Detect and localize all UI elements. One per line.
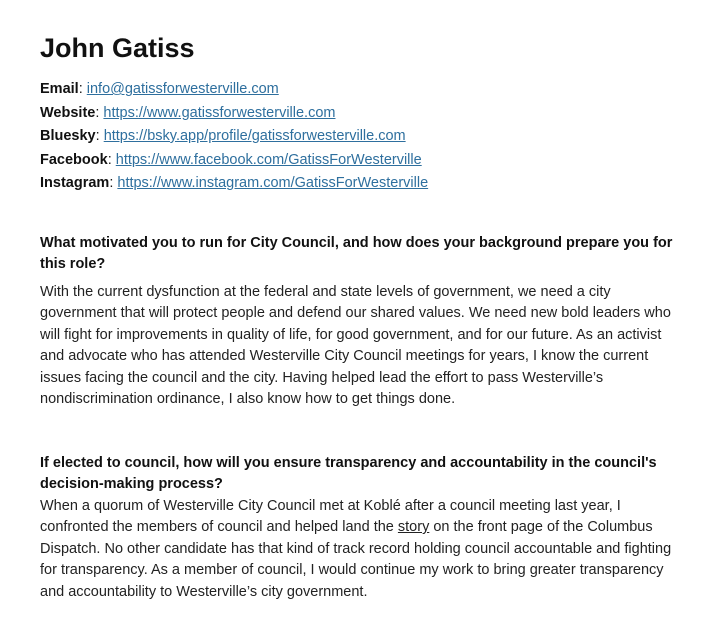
contact-facebook-link[interactable]: https://www.facebook.com/GatissForWesterville [115,151,422,168]
contact-email-label: Email [40,81,79,97]
contact-instagram-separator: : [109,175,118,191]
contact-instagram-row [40,172,680,196]
question-motivation: What motivated you to run for City Council, and how does your background prepare you for this role? [40,234,673,272]
contact-email-link[interactable]: info@gatissforwesterville.com [86,81,279,97]
contact-facebook-row [40,149,680,173]
contact-instagram-label: Instagram [40,175,110,191]
contact-website-separator: : [95,104,104,121]
contact-website-link[interactable]: https://www.gatissforwesterville.com [103,104,336,121]
contact-facebook-label: Facebook [40,151,108,168]
question-transparency: If elected to council, how will you ensure transparency and accountability in the council's decision-making process? [40,454,657,492]
contact-email-separator: : [78,81,87,97]
contact-facebook-separator: : [107,151,116,168]
candidate-profile [40,30,680,603]
contact-bluesky-row [40,125,680,149]
contact-bluesky-label: Bluesky [40,128,96,144]
contact-bluesky-separator: : [95,128,104,144]
contact-website-row [40,102,680,126]
story-link[interactable]: story [397,519,430,535]
candidate-name: John Gatiss [40,33,195,63]
contact-email-row [40,78,680,102]
contact-instagram-link[interactable]: https://www.instagram.com/GatissForWesterville [117,175,429,191]
contact-website-label: Website [40,104,96,121]
contact-list [40,78,680,196]
answer-transparency-text-start: When a quorum of Westerville City Council met at Koblé after a council meeting last year, I confronted the members of council and helped land the [40,497,621,535]
contact-bluesky-link[interactable]: https://bsky.app/profile/gatissforwesterville.com [103,128,406,144]
answer-transparency-text-end: on the front page of the Columbus Dispatch. No other candidate has that kind of track record holding council accountable and fighting for transparency. As a member of council, I would continue my work to bring greater transparency and accountability to Westerville’s city government. [40,519,672,600]
answer-motivation: With the current dysfunction at the federal and state levels of government, we need a city government that will protect people and defend our shared values. We need new bold leaders who will fight for improvements in quality of life, for good government, and for our future. As an activist and advocate who has attended Westerville City Council meetings for years, I know the current issues facing the council and the city. Having helped lead the effort to pass Westerville’s nondiscrimination ordinance, I also know how to get things done. [40,283,671,407]
answer-transparency [40,496,680,604]
